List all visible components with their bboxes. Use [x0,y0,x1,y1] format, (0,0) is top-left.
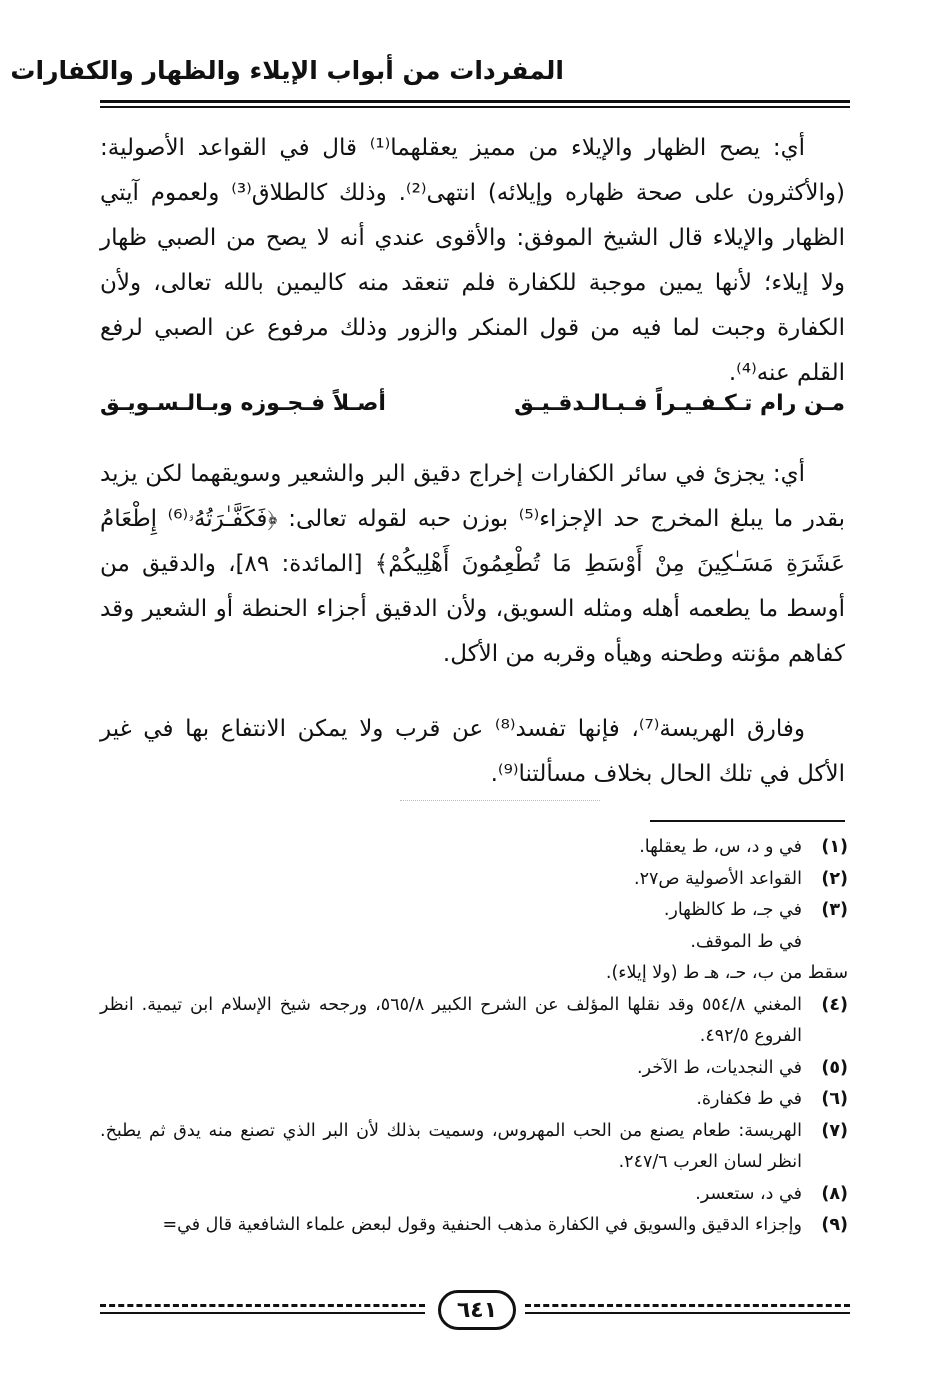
footer-solid-rule-left [100,1312,425,1314]
header-rule-top [100,100,850,103]
page-number: ٦٤١ [456,1297,498,1323]
footnote-item [100,1116,848,1179]
footnote-text: في النجديات، ط الآخر. [637,1057,802,1078]
faint-divider [400,800,600,801]
footnote-item [100,832,848,864]
verse-hemistich-2: أصـلاً فـجـوزه وبـالـسـويـق [100,391,386,416]
footnote-item [100,864,848,896]
footer-solid-rule-right [525,1312,850,1314]
footnotes-section [100,832,848,1242]
footnote-item [100,1210,848,1242]
page-number-badge [438,1290,516,1330]
footnote-item [100,990,848,1053]
footnote-text: في و د، س، ط يعقلها. [639,837,802,857]
footnote-separator [650,820,845,822]
footnote-item [100,1179,848,1211]
footnote-text: في د، ستعسر. [695,1183,802,1204]
footnote-text: الهريسة: طعام يصنع من الحب المهروس، وسميت بذلك لأن البر الذي تصنع منه يدق ثم يطبخ. انظر لسان العرب ٢٤٧/٦. [100,1120,802,1172]
running-header-title: المفردات من أبواب الإيلاء والظهار والكفارات [10,56,564,85]
footnote-number: (٩) [821,1215,848,1235]
footnote-number: (٢) [821,868,848,889]
footnote-item [100,1053,848,1085]
footer-dashed-rule-left [100,1304,425,1307]
footnote-text: سقط من ب، حـ، هـ ط (ولا إيلاء). [605,963,848,983]
footnote-text: وإجزاء الدقيق والسويق في الكفارة مذهب الحنفية وقول لبعض علماء الشافعية قال في= [162,1215,802,1235]
footnote-number: (١) [821,837,848,857]
footnote-item [100,1084,848,1116]
commentary-paragraph-2: أي: يجزئ في سائر الكفارات إخراج دقيق البر والشعير وسويقهما لكن يزيد بقدر ما يبلغ المخرج حد الإجزاء⁽⁵⁾ بوزن حبه لقوله تعالى: ﴿فَكَفَّـٰرَتُهُۥ⁽⁶⁾ إِطْعَامُ عَشَرَةِ مَسَـٰكِينَ مِنْ أَوْسَطِ مَا تُطْعِمُونَ أَهْلِيكُمْ﴾ [المائدة: ٨٩]، والدقيق من أوسط ما يطعمه أهله ومثله السويق، ولأن الدقيق أجزاء الحنطة أو الشعير وقد كفاهم مؤنته وطحنه وهيأه وقربه من الأكل. [100,461,845,667]
footnote-text: في ط فكفارة. [696,1089,802,1109]
footnote-number: (٣) [821,900,848,920]
verse-hemistich-1: مـن رام تـكـفـيـراً فـبـالـدقـيـق [514,391,845,416]
poem-verse [100,391,845,431]
header-rule-bottom [100,106,850,108]
footer-dashed-rule-right [525,1304,850,1307]
footnote-text: في جـ، ط كالظهار. [663,900,802,920]
footnote-number: (٧) [821,1120,848,1141]
commentary-paragraph-1: أي: يصح الظهار والإيلاء من مميز يعقلهما⁽¹⁾ قال في القواعد الأصولية: (والأكثرون على صحة ظهاره وإيلائه) انتهى⁽²⁾. وذلك كالطلاق⁽³⁾ ولعموم آيتي الظهار والإيلاء قال الشيخ الموفق: والأقوى عندي أنه لا يصح من الصبي ظهار ولا إيلاء؛ لأنها يمين موجبة للكفارة فلم تنعقد منه كاليمين بالله تعالى، ولأن الكفارة وجبت لما فيه من قول المنكر والزور وذلك مرفوع عن الصبي لرفع القلم عنه⁽⁴⁾. [100,135,845,386]
footnote-item [100,895,848,990]
page-footer [100,1290,850,1330]
footnote-number: (٥) [821,1057,848,1078]
footnote-text: القواعد الأصولية ص٢٧. [634,868,802,889]
footnote-text: في ط الموقف. [690,931,802,952]
footnote-number: (٨) [821,1183,848,1204]
commentary-paragraph-3: وفارق الهريسة⁽⁷⁾، فإنها تفسد⁽⁸⁾ عن قرب ولا يمكن الانتفاع بها في غير الأكل في تلك الحال بخلاف مسألتنا⁽⁹⁾. [100,716,845,787]
footnote-text: المغني ٥٥٤/٨ وقد نقلها المؤلف عن الشرح الكبير ٥٦٥/٨، ورجحه شيخ الإسلام ابن تيمية. انظر الفروع ٤٩٢/٥. [100,994,802,1046]
footnote-number: (٦) [821,1089,848,1109]
footnote-number: (٤) [821,994,848,1015]
